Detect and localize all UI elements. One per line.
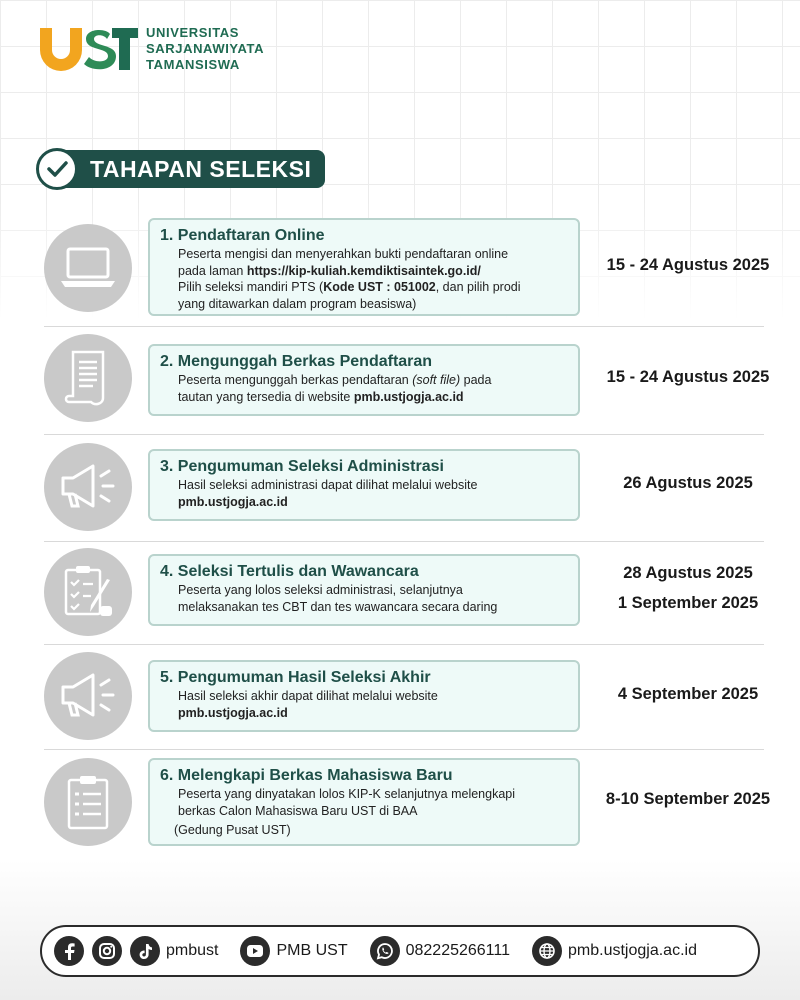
step-1-date: 15 - 24 Agustus 2025	[606, 256, 770, 274]
step-2-body-line-1: Peserta mengunggah berkas pendaftaran	[178, 373, 413, 387]
step-1-card	[148, 218, 580, 316]
step-2-date: 15 - 24 Agustus 2025	[606, 368, 770, 386]
logo-name-line-1: UNIVERSITAS	[146, 25, 240, 40]
soft-file-text: (soft file)	[412, 373, 461, 387]
step-3-title: 3. Pengumuman Seleksi Administrasi	[160, 458, 444, 475]
logo-name-line-2: SARJANAWIYATA	[146, 41, 265, 56]
ust-code: Kode UST : 051002	[323, 280, 436, 294]
clipboard-icon	[44, 758, 132, 846]
globe-icon[interactable]	[532, 936, 562, 966]
step-6-title: 6. Melengkapi Berkas Mahasiswa Baru	[160, 767, 453, 784]
divider	[44, 434, 764, 435]
step-2-body-line-2: tautan yang tersedia di website	[178, 389, 354, 404]
step-4-title: 4. Seleksi Tertulis dan Wawancara	[160, 563, 419, 580]
step-5-body-line-1: Hasil seleksi akhir dapat dilihat melalui website	[178, 689, 438, 703]
tiktok-icon[interactable]	[130, 936, 160, 966]
step-1-title: 1. Pendaftaran Online	[160, 227, 325, 244]
logo-name-line-3: TAMANSISWA	[146, 57, 240, 72]
step-1-body-line-2: pada laman	[178, 263, 247, 278]
step-1-body-line-1: Peserta mengisi dan menyerahkan bukti pendaftaran online	[178, 247, 509, 261]
step-2-card	[148, 344, 580, 416]
whatsapp-icon[interactable]	[370, 936, 400, 966]
step-1-body-line-4: yang ditawarkan dalam program beasiswa)	[178, 296, 417, 311]
step-5-card	[148, 660, 580, 732]
step-4-body-line-1: Peserta yang lolos seleksi administrasi, selanjutnya	[178, 583, 463, 597]
checklist-pen-icon	[44, 548, 132, 636]
document-icon	[44, 334, 132, 422]
step-6-date: 8-10 September 2025	[605, 790, 771, 808]
step-4-card	[148, 554, 580, 626]
step-4-date-start: 28 Agustus 2025	[623, 564, 753, 582]
facebook-icon[interactable]	[54, 936, 84, 966]
section-title	[36, 148, 325, 190]
divider	[44, 644, 764, 645]
step-3-date: 26 Agustus 2025	[623, 474, 753, 492]
website-url[interactable]: pmb.ustjogja.ac.id	[568, 942, 697, 959]
step-4-date-end: 1 September 2025	[617, 594, 759, 612]
laptop-icon	[44, 224, 132, 312]
pmb-website-link[interactable]: pmb.ustjogja.ac.id	[178, 494, 288, 509]
step-3-body-line-1: Hasil seleksi administrasi dapat dilihat melalui website	[178, 478, 478, 492]
step-5-date: 4 September 2025	[617, 685, 759, 703]
step-5-title: 5. Pengumuman Hasil Seleksi Akhir	[160, 669, 431, 686]
divider	[44, 749, 764, 750]
youtube-icon[interactable]	[240, 936, 270, 966]
social-handle[interactable]: pmbust	[166, 942, 219, 959]
megaphone-icon	[44, 652, 132, 740]
divider	[44, 326, 764, 327]
step-4-body-line-2: melaksanakan tes CBT dan tes wawancara secara daring	[178, 599, 498, 614]
footer-contact-bar	[40, 925, 760, 977]
pmb-website-link[interactable]: pmb.ustjogja.ac.id	[353, 389, 464, 404]
step-6-card	[148, 758, 580, 846]
ust-logo	[38, 24, 264, 74]
check-icon	[36, 148, 78, 190]
ust-logo-mark	[38, 24, 138, 74]
step-6-body-line-2: berkas Calon Mahasiswa Baru UST di BAA	[178, 803, 418, 818]
step-3-card	[148, 449, 580, 521]
step-2-body-line-1-end: pada	[460, 373, 492, 387]
step-1-body-line-3: Pilih seleksi mandiri PTS (	[178, 280, 324, 294]
section-title-text: TAHAPAN SELEKSI	[64, 150, 325, 188]
pmb-website-link[interactable]: pmb.ustjogja.ac.id	[178, 705, 288, 720]
step-6-body-line-1: Peserta yang dinyatakan lolos KIP-K selanjutnya melengkapi	[178, 787, 516, 801]
kip-kuliah-link[interactable]: https://kip-kuliah.kemdiktisaintek.go.id/	[246, 263, 481, 278]
whatsapp-number[interactable]: 082225266111	[405, 942, 510, 959]
instagram-icon[interactable]	[92, 936, 122, 966]
step-2-title: 2. Mengunggah Berkas Pendaftaran	[160, 353, 433, 370]
divider	[44, 541, 764, 542]
step-6-body-line-3: (Gedung Pusat UST)	[174, 823, 291, 837]
megaphone-icon	[44, 443, 132, 531]
youtube-channel[interactable]: PMB UST	[276, 942, 348, 959]
step-1-body-line-3-end: , dan pilih prodi	[435, 280, 521, 294]
